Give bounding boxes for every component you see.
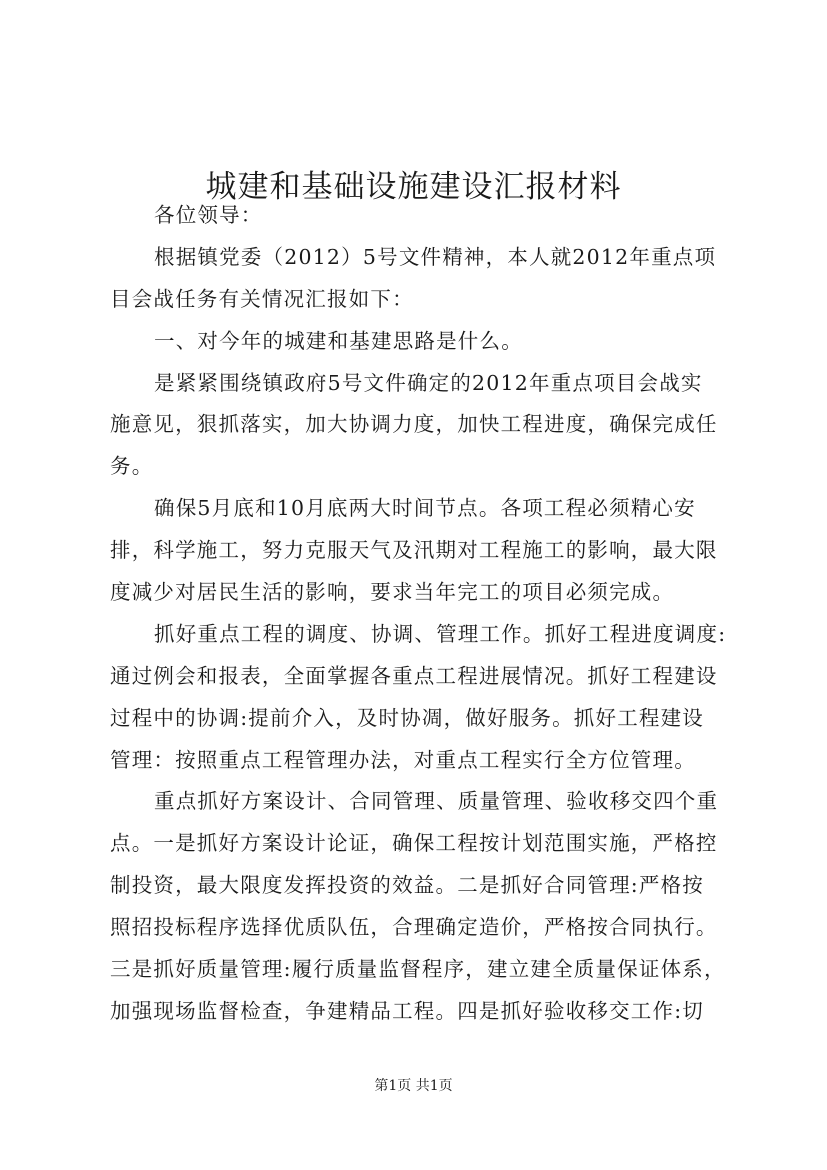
text-line: 度减少对居民生活的影响，要求当年完工的项目必须完成。 [110,580,675,605]
text-line: 排，科学施工，努力克服天气及汛期对工程施工的影响，最大限 [110,538,718,563]
text-line: 目会战任务有关情况汇报如下： [110,286,414,311]
text-line: 加强现场监督检查，争建精品工程。四是抓好验收移交工作:切 [110,998,705,1023]
text-line: 各位领导： [154,203,263,227]
document-body [110,195,735,1033]
text-line: 一、对今年的城建和基建思路是什么。 [154,328,523,353]
document-title: 城建和基础设施建设汇报材料 [205,168,622,205]
text-line: 施意见，狠抓落实，加大协调力度，加快工程进度，确保完成任 [110,412,718,437]
text-line: 重点抓好方案设计、合同管理、质量管理、验收移交四个重 [154,789,719,814]
text-line: 确保5月底和10月底两大时间节点。各项工程必须精心安 [154,496,696,521]
text-line: 务。 [110,454,154,479]
text-line: 是紧紧围绕镇政府5号文件确定的2012年重点项目会战实 [154,370,703,395]
text-line: 管理：按照重点工程管理办法，对重点工程实行全方位管理。 [110,747,696,772]
text-line: 抓好重点工程的调度、协调、管理工作。抓好工程进度调度: [154,621,727,646]
text-line: 根据镇党委（2012）5号文件精神，本人就2012年重点项 [154,244,717,269]
page-footer: 第1页 共1页 [374,1078,453,1094]
text-line: 点。一是抓好方案设计论证，确保工程按计划范围实施，严格控 [110,831,718,856]
text-line: 过程中的协调:提前介入，及时协凋，做好服务。抓好工程建设 [110,705,705,730]
text-line: 照招投标程序选择优质队伍，合理确定造价，严格按合同执行。 [110,915,718,940]
text-line: 通过例会和报表，全面掌握各重点工程进展情况。抓好工程建设 [110,663,718,688]
text-line: 三是抓好质量管理:履行质量监督程序，建立建全质量保证体系， [110,957,726,982]
text-line: 制投资，最大限度发挥投资的效益。二是抓好合同管理:严格按 [110,873,705,898]
